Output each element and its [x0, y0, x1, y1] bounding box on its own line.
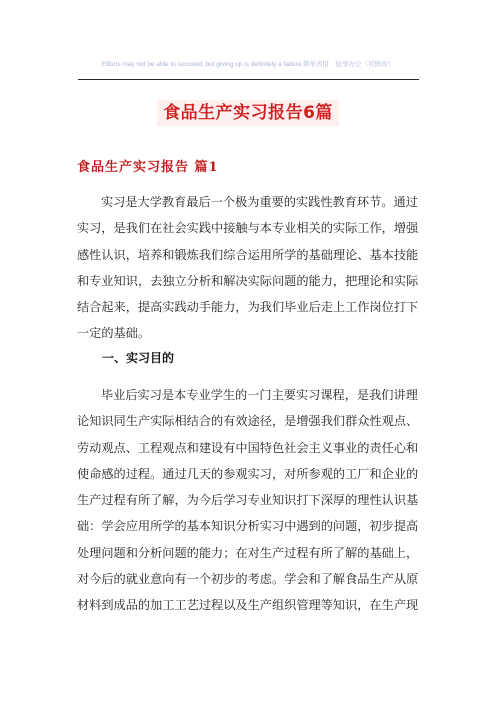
purpose-line: 对今后的就业意向有一个初步的考虑。学会和了解食品生产从原 — [77, 572, 419, 587]
sub-heading-purpose: 一、实习目的 — [102, 351, 175, 365]
purpose-line: 础：学会应用所学的基本知识分析实习中遇到的问题，初步提高 — [77, 519, 419, 534]
purpose-line: 处理问题和分析问题的能力；在对生产过程有所了解的基础上， — [77, 545, 419, 560]
intro-paragraph — [77, 189, 419, 347]
document-title: 食品生产实习报告6篇 — [157, 100, 339, 126]
purpose-paragraph — [77, 382, 419, 619]
section-heading: 食品生产实习报告 篇1 — [77, 160, 219, 175]
intro-line: 结合起来，提高实践动手能力，为我们毕业后走上工作岗位打下 — [77, 300, 419, 315]
title-container — [0, 100, 496, 126]
intro-line: 和专业知识，去独立分析和解决实际问题的能力，把理论和实际 — [77, 273, 419, 288]
purpose-line: 劳动观点、工程观点和建设有中国特色社会主义事业的责任心和 — [77, 440, 419, 455]
intro-line: 实习是大学教育最后一个极为重要的实践性教育环节。通过 — [101, 195, 418, 209]
page-header-text: Efforts may not be able to succeed, but giving up is definitely a failure.简单省用 轻享办公（可修改） — [101, 61, 395, 68]
purpose-line: 使命感的过程。通过几天的参观实习，对所参观的工厂和企业的 — [77, 466, 419, 481]
purpose-line: 毕业后实习是本专业学生的一门主要实习课程，是我们讲理 — [101, 388, 418, 402]
intro-line: 一定的基础。 — [77, 326, 151, 341]
purpose-line: 材料到成品的加工工艺过程以及生产组织管理等知识，在生产现 — [77, 598, 419, 613]
purpose-line: 生产过程有所了解，为今后学习专业知识打下深厚的理性认识基 — [77, 493, 419, 508]
purpose-line: 论知识同生产实际相结合的有效途径，是增强我们群众性观点、 — [77, 414, 419, 429]
header-divider — [78, 79, 419, 80]
intro-line: 感性认识，培养和锻炼我们综合运用所学的基础理论、基本技能 — [77, 247, 419, 262]
intro-line: 实习，是我们在社会实践中接触与本专业相关的实际工作，增强 — [77, 221, 419, 236]
